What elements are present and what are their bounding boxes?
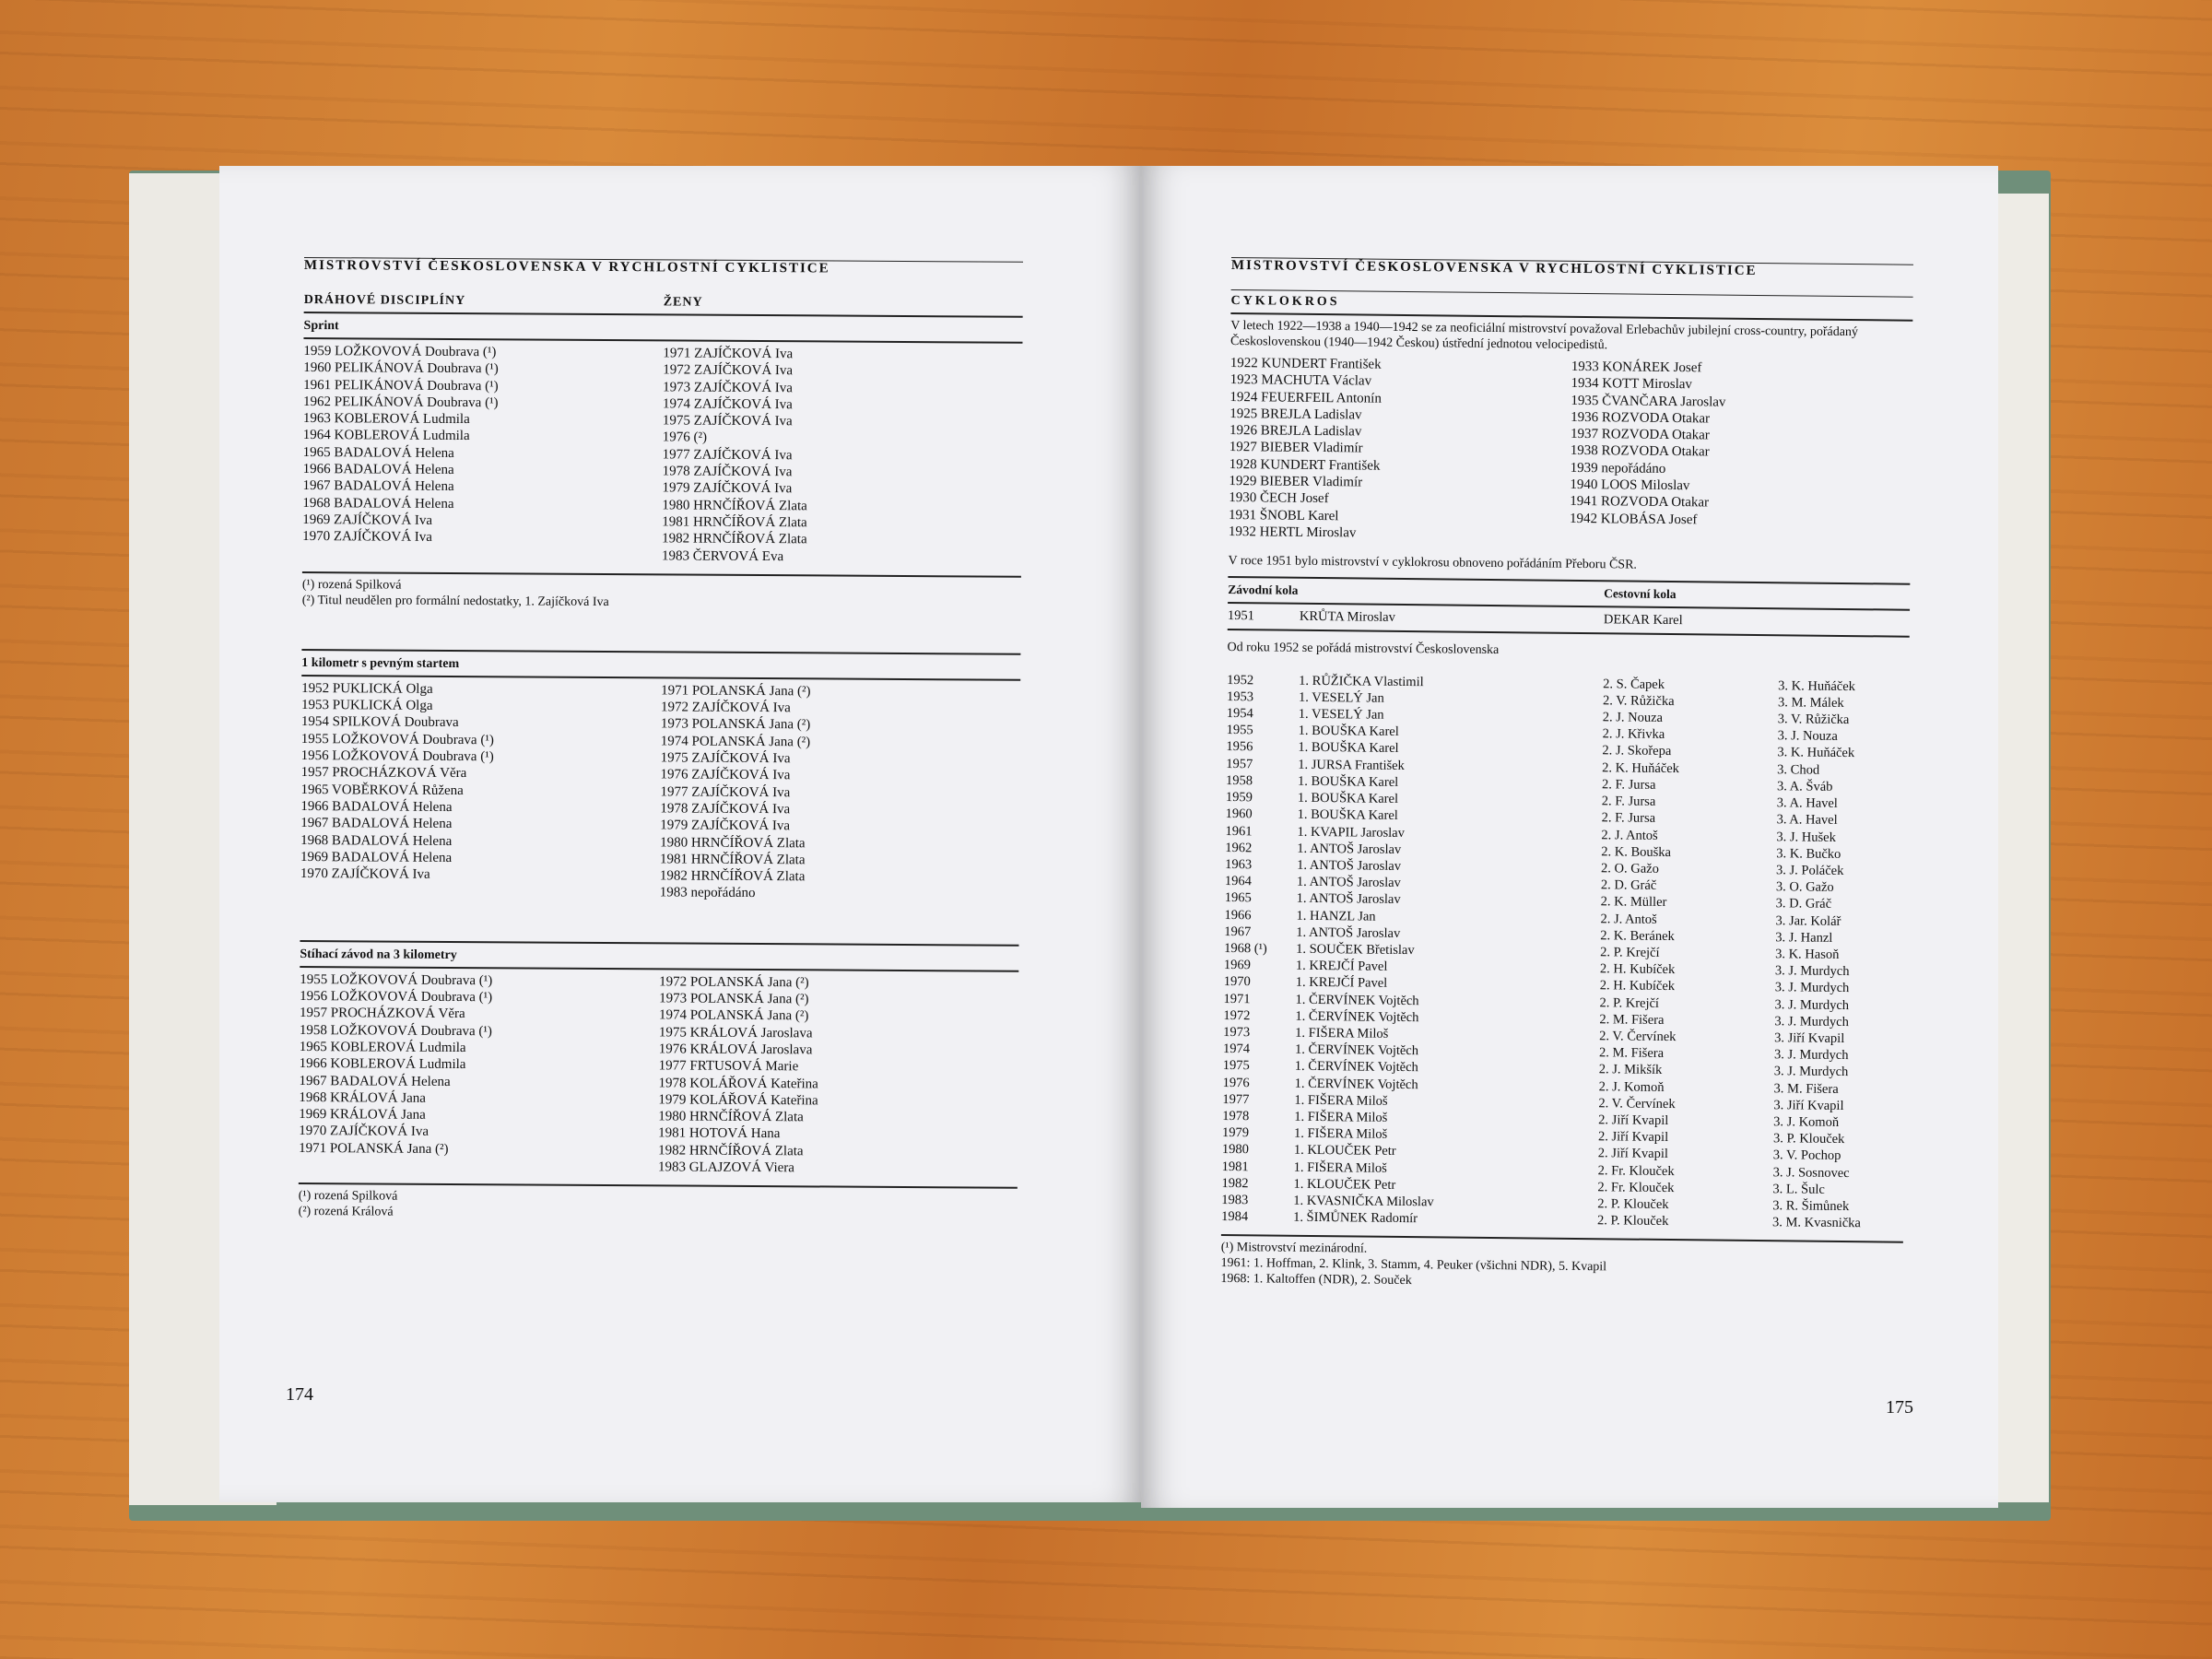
result-row: 1975 ZAJÍČKOVÁ Iva: [662, 413, 793, 429]
third-place: 3. J. Murdych: [1773, 1064, 1849, 1080]
year: 1967: [1224, 924, 1252, 939]
year: 1961: [1225, 823, 1253, 839]
year: 1962: [1225, 840, 1253, 855]
second-place: 2. K. Bouška: [1601, 843, 1672, 860]
third-place: 3. Chod: [1777, 761, 1820, 778]
first-place: 1. FIŠERA Miloš: [1293, 1125, 1388, 1142]
third-place: 3. J. Murdych: [1774, 996, 1850, 1013]
first-place: 1. ANTOŠ Jaroslav: [1296, 891, 1401, 908]
rule: [304, 312, 1023, 318]
result-row: 1924 FEUERFEIL Antonín: [1230, 389, 1382, 406]
year: 1981: [1221, 1159, 1249, 1174]
third-place: 3. J. Poláček: [1775, 863, 1844, 878]
first-place: 1. ČERVÍNEK Vojtěch: [1294, 1076, 1418, 1092]
year: 1957: [1226, 756, 1253, 771]
page-header: MISTROVSTVÍ ČESKOSLOVENSKA V RYCHLOSTNÍ CYKLISTICE: [303, 258, 830, 276]
year: 1965: [1224, 890, 1252, 906]
result-row: 1977 ZAJÍČKOVÁ Iva: [662, 447, 793, 464]
result-row: 1953 PUKLICKÁ Olga: [300, 698, 433, 714]
result-row: 1966 BADALOVÁ Helena: [302, 462, 454, 478]
first-place: 1. KVASNIČKA Miloslav: [1293, 1193, 1434, 1210]
result-row: 1971 ZAJÍČKOVÁ Iva: [663, 346, 794, 362]
second-place: 2. K. Müller: [1600, 894, 1667, 911]
third-place: 3. V. Pochop: [1772, 1147, 1841, 1164]
second-place: 2. P. Krejčí: [1599, 994, 1660, 1011]
first-place: 1. KREJČÍ Pavel: [1295, 958, 1388, 974]
result-row: 1925 BREJLA Ladislav: [1230, 406, 1362, 423]
year: 1958: [1225, 772, 1253, 789]
third-place: 3. J. Hanzl: [1775, 929, 1833, 946]
result-row: 1974 POLANSKÁ Jana (²): [660, 734, 811, 750]
result-row: 1975 KRÁLOVÁ Jaroslava: [658, 1024, 813, 1041]
result-row: 1973 POLANSKÁ Jana (²): [659, 991, 809, 1007]
result-row: 1923 MACHUTA Václav: [1230, 372, 1372, 389]
first-place: 1. KLOUČEK Petr: [1293, 1176, 1396, 1193]
year: 1973: [1223, 1024, 1251, 1041]
second-place: 2. P. Klouček: [1597, 1196, 1669, 1212]
third-place: 3. K. Huňáček: [1778, 677, 1856, 694]
result-row: 1938 ROZVODA Otakar: [1570, 443, 1710, 460]
year: 1968 (¹): [1224, 940, 1267, 957]
result-row: 1971 POLANSKÁ Jana (²): [299, 1140, 449, 1157]
result-row: 1983 GLAJZOVÁ Viera: [657, 1159, 794, 1176]
third-place: 3. J. Murdych: [1774, 1013, 1850, 1030]
year: 1971: [1223, 991, 1251, 1006]
result-row: 1974 POLANSKÁ Jana (²): [658, 1007, 809, 1024]
race-winner: KRŮTA Miroslav: [1299, 609, 1395, 626]
result-row: 1978 KOLÁŘOVÁ Kateřina: [658, 1075, 818, 1091]
result-row: 1967 BADALOVÁ Helena: [300, 816, 453, 832]
result-row: 1972 POLANSKÁ Jana (²): [659, 974, 809, 991]
result-row: 1936 ROZVODA Otakar: [1571, 409, 1711, 427]
sprint-notes: [302, 577, 1021, 613]
footnote: 1968: 1. Kaltoffen (NDR), 2. Souček: [1220, 1272, 1412, 1288]
first-place: 1. HANZL Jan: [1296, 908, 1376, 924]
th-race: Závodní kola: [1228, 582, 1299, 598]
second-place: 2. V. Červínek: [1598, 1095, 1676, 1112]
third-place: 3. R. Šimůnek: [1772, 1198, 1850, 1215]
year: 1952: [1227, 672, 1254, 688]
km-title: 1 kilometr s pevným startem: [301, 655, 460, 671]
third-place: 3. V. Růžička: [1777, 712, 1850, 728]
result-row: 1932 HERTL Miroslav: [1228, 524, 1357, 541]
footnote: 1961: 1. Hoffman, 2. Klink, 3. Stamm, 4. Peuker (všichni NDR), 5. Kvapil: [1220, 1256, 1607, 1275]
third-place: 3. K. Huňáček: [1777, 745, 1855, 761]
result-row: 1935 ČVANČARA Jaroslav: [1571, 393, 1726, 410]
year: 1970: [1223, 974, 1251, 990]
result-row: 1967 BADALOVÁ Helena: [302, 478, 454, 495]
result-row: 1973 POLANSKÁ Jana (²): [660, 716, 811, 733]
second-place: 2. J. Nouza: [1602, 710, 1664, 726]
first-place: 1. ANTOŠ Jaroslav: [1296, 874, 1401, 891]
second-place: 2. P. Klouček: [1597, 1213, 1669, 1230]
result-row: 1970 ZAJÍČKOVÁ Iva: [302, 529, 433, 546]
result-row: 1958 LOŽKOVOVÁ Doubrava (¹): [299, 1022, 492, 1039]
result-row: 1982 HRNČÍŘOVÁ Zlata: [658, 1143, 804, 1159]
result-row: 1969 ZAJÍČKOVÁ Iva: [302, 512, 433, 528]
result-row: 1967 BADALOVÁ Helena: [299, 1073, 451, 1089]
year: 1956: [1226, 739, 1253, 755]
third-place: 3. A. Šváb: [1776, 779, 1833, 794]
touring-winner: DEKAR Karel: [1603, 612, 1683, 629]
second-place: 2. J. Mikšík: [1598, 1062, 1663, 1078]
second-place: 2. M. Fišera: [1598, 1045, 1665, 1062]
second-place: 2. Jiří Kvapil: [1597, 1129, 1669, 1146]
second-place: 2. K. Huňáček: [1602, 759, 1680, 776]
result-row: 1957 PROCHÁZKOVÁ Věra: [300, 765, 467, 782]
year: 1969: [1223, 958, 1252, 973]
result-row: 1927 BIEBER Vladimír: [1229, 440, 1363, 456]
km-results: [300, 680, 1020, 904]
second-place: 2. D. Gráč: [1600, 877, 1657, 893]
second-place: 2. J. Antoš: [1601, 827, 1658, 843]
third-place: 3. M. Fišera: [1773, 1080, 1839, 1097]
result-row: 1964 KOBLEROVÁ Ludmila: [302, 428, 470, 444]
result-row: 1973 ZAJÍČKOVÁ Iva: [663, 379, 794, 395]
rule: [301, 649, 1020, 655]
first-place: 1. KLOUČEK Petr: [1293, 1143, 1396, 1159]
first-place: 1. BOUŠKA Karel: [1298, 724, 1399, 740]
first-place: 1. ČERVÍNEK Vojtěch: [1295, 992, 1419, 1008]
first-place: 1. ŠIMŮNEK Radomír: [1293, 1209, 1418, 1227]
second-place: 2. Fr. Klouček: [1597, 1179, 1675, 1195]
result-row: 1971 POLANSKÁ Jana (²): [661, 683, 811, 700]
km-col-1: [300, 680, 661, 901]
table-header: [1228, 582, 1910, 606]
first-place: 1. VESELÝ Jan: [1298, 706, 1384, 723]
left-page: [219, 166, 1141, 1502]
section-title: CYKLOKROS: [1230, 293, 1340, 310]
result-row: 1980 HRNČÍŘOVÁ Zlata: [662, 498, 807, 514]
result-row: 1928 KUNDERT František: [1229, 456, 1381, 474]
second-place: 2. J. Skořepa: [1602, 743, 1672, 759]
pursuit-title: Stíhací závod na 3 kilometry: [300, 947, 457, 962]
right-page: [1141, 166, 1998, 1508]
result-row: 1979 KOLÁŘOVÁ Kateřina: [658, 1092, 818, 1109]
sprint-results: [302, 343, 1022, 567]
result-row: 1969 KRÁLOVÁ Jana: [299, 1107, 426, 1123]
year: 1982: [1221, 1175, 1249, 1192]
result-row: 1978 ZAJÍČKOVÁ Iva: [662, 464, 793, 480]
third-place: 3. A. Havel: [1776, 795, 1838, 812]
third-place: 3. K. Hasoň: [1775, 947, 1840, 962]
footnote: (¹) Mistrovství mezinárodní.: [1220, 1241, 1368, 1256]
result-row: 1966 KOBLEROVÁ Ludmila: [299, 1056, 466, 1073]
early-col-2: [1570, 359, 1912, 547]
result-row: 1930 ČECH Josef: [1229, 490, 1329, 507]
second-place: 2. K. Beránek: [1600, 927, 1675, 944]
result-row: 1965 BADALOVÁ Helena: [302, 444, 454, 461]
year: 1972: [1223, 1007, 1251, 1023]
result-row: 1952 PUKLICKÁ Olga: [301, 680, 433, 697]
third-place: 3. J. Murdych: [1774, 963, 1850, 980]
second-place: 2. H. Kubíček: [1599, 978, 1676, 994]
page-number: 175: [1886, 1397, 1913, 1418]
second-place: 2. M. Fišera: [1599, 1011, 1665, 1028]
year: 1984: [1221, 1209, 1249, 1225]
third-place: 3. Jiří Kvapil: [1774, 1030, 1845, 1046]
first-place: 1. BOUŠKA Karel: [1297, 790, 1399, 807]
rule: [300, 940, 1018, 947]
sprint-col-1: [302, 343, 663, 564]
year: 1959: [1225, 790, 1253, 806]
second-place: 2. F. Jursa: [1601, 777, 1656, 793]
result-row: 1956 LOŽKOVOVÁ Doubrava (¹): [300, 989, 493, 1006]
second-place: 2. J. Komoň: [1598, 1078, 1665, 1095]
year: 1975: [1222, 1058, 1250, 1074]
result-row: 1983 nepořádáno: [659, 885, 756, 901]
result-row: 1933 KONÁREK Josef: [1571, 359, 1702, 376]
section-title: DRÁHOVÉ DISCIPLÍNY: [303, 292, 466, 309]
result-row: 1969 BADALOVÁ Helena: [300, 849, 453, 865]
third-place: 3. J. Hušek: [1776, 829, 1836, 845]
third-place: 3. J. Murdych: [1774, 980, 1850, 996]
result-row: 1981 HRNČÍŘOVÁ Zlata: [659, 852, 806, 868]
row-1951: [1228, 607, 1910, 631]
pursuit-col-2: [658, 973, 1018, 1178]
year: 1964: [1224, 874, 1253, 889]
year: 1974: [1222, 1041, 1251, 1057]
result-row: 1965 KOBLEROVÁ Ludmila: [299, 1039, 466, 1055]
year: 1983: [1221, 1192, 1249, 1208]
footnote: (¹) rozená Spilková: [301, 577, 402, 593]
first-place: 1. ANTOŠ Jaroslav: [1297, 841, 1402, 857]
result-row: 1972 ZAJÍČKOVÁ Iva: [663, 362, 794, 379]
result-row: 1954 SPILKOVÁ Doubrava: [300, 714, 459, 731]
third-place: 3. A. Havel: [1776, 812, 1838, 829]
result-row: 1968 BADALOVÁ Helena: [300, 832, 453, 849]
third-place: 3. L. Šulc: [1772, 1181, 1825, 1197]
year: 1976: [1222, 1075, 1250, 1090]
third-place: 3. O. Gažo: [1775, 879, 1834, 895]
renewed-text: V roce 1951 bylo mistrovství v cyklokrosu obnoveno pořádáním Přeboru ČSR.: [1228, 554, 1638, 572]
year: 1978: [1222, 1108, 1250, 1124]
result-row: 1974 ZAJÍČKOVÁ Iva: [662, 396, 793, 413]
year: 1954: [1226, 706, 1253, 722]
section-heading-row: [304, 293, 1023, 312]
first-place: 1. KREJČÍ Pavel: [1295, 975, 1388, 992]
result-row: 1983 ČERVOVÁ Eva: [661, 547, 784, 564]
third-place: 3. Jiří Kvapil: [1773, 1097, 1844, 1113]
result-row: 1922 KUNDERT František: [1230, 355, 1382, 372]
result-row: 1981 HRNČÍŘOVÁ Zlata: [662, 514, 807, 531]
sprint-col-2: [662, 345, 1022, 566]
result-row: 1940 LOOS Miloslav: [1570, 477, 1690, 494]
footnote: (¹) rozená Spilková: [298, 1189, 398, 1204]
result-row: 1929 BIEBER Vladimír: [1229, 474, 1363, 490]
result-row: 1965 VOBĚRKOVÁ Růžena: [300, 782, 464, 798]
third-place: 3. J. Murdych: [1773, 1047, 1849, 1064]
second-place: 2. Jiří Kvapil: [1597, 1146, 1669, 1162]
result-row: 1976 ZAJÍČKOVÁ Iva: [660, 767, 791, 783]
results-notes: [1220, 1240, 1902, 1294]
result-row: 1955 LOŽKOVOVÁ Doubrava (¹): [300, 971, 493, 988]
result-row: 1972 ZAJÍČKOVÁ Iva: [660, 700, 791, 716]
intro-text: V letech 1922—1938 a 1940—1942 se za neoficiální mistrovství považoval Erlebachův jubilejní cross-country, pořádaný Československou (1940—1942 Českou) ústřední jednotou velocipedistů.: [1230, 318, 1859, 353]
first-place: 1. JURSA František: [1298, 757, 1405, 773]
third-place: 3. K. Bučko: [1776, 845, 1841, 862]
result-row: 1970 ZAJÍČKOVÁ Iva: [299, 1124, 429, 1140]
result-row: 1980 HRNČÍŘOVÁ Zlata: [658, 1109, 804, 1125]
first-place: 1. ANTOŠ Jaroslav: [1297, 857, 1402, 874]
result-row: 1961 PELIKÁNOVÁ Doubrava (¹): [303, 377, 499, 394]
third-place: 3. J. Nouza: [1777, 728, 1838, 745]
result-row: 1963 KOBLEROVÁ Ludmila: [302, 411, 470, 428]
since-1952-text: Od roku 1952 se pořádá mistrovství Československa: [1227, 640, 1500, 657]
section-women-title: ŽENY: [663, 295, 703, 310]
result-row: 1937 ROZVODA Otakar: [1570, 427, 1710, 443]
second-place: 2. H. Kubíček: [1599, 961, 1676, 978]
result-row: 1982 HRNČÍŘOVÁ Zlata: [662, 531, 807, 547]
first-place: 1. BOUŠKA Karel: [1298, 740, 1399, 757]
year: 1951: [1227, 608, 1255, 624]
result-row: 1956 LOŽKOVOVÁ Doubrava (¹): [300, 748, 494, 765]
result-row: 1962 PELIKÁNOVÁ Doubrava (¹): [302, 394, 499, 411]
early-col-1: [1229, 355, 1571, 544]
first-place: 1. BOUŠKA Karel: [1297, 807, 1398, 824]
second-place: 2. V. Červínek: [1599, 1029, 1677, 1045]
second-place: 2. Jiří Kvapil: [1598, 1112, 1669, 1128]
year: 1955: [1226, 723, 1253, 738]
result-row: 1968 BADALOVÁ Helena: [302, 495, 454, 512]
third-place: 3. Jar. Kolář: [1775, 912, 1841, 929]
result-row: 1979 ZAJÍČKOVÁ Iva: [660, 818, 791, 834]
first-place: 1. FIŠERA Miloš: [1294, 1109, 1388, 1125]
footnote: (²) Titul neudělen pro formální nedostatky, 1. Zajíčková Iva: [301, 593, 609, 609]
pursuit-col-1: [299, 971, 659, 1176]
first-place: 1. VESELÝ Jan: [1298, 689, 1384, 706]
year: 1977: [1222, 1091, 1250, 1108]
first-place: 1. ČERVÍNEK Vojtěch: [1294, 1059, 1418, 1076]
first-place: 1. ČERVÍNEK Vojtěch: [1295, 1008, 1419, 1025]
year: 1979: [1221, 1125, 1250, 1141]
second-place: 2. P. Krejčí: [1600, 945, 1660, 960]
km-col-2: [660, 682, 1020, 903]
year: 1953: [1226, 688, 1254, 705]
result-row: 1942 KLOBÁSA Josef: [1569, 511, 1698, 527]
third-place: 3. J. Sosnovec: [1772, 1164, 1850, 1181]
first-place: 1. FIŠERA Miloš: [1293, 1159, 1387, 1176]
first-place: 1. FIŠERA Miloš: [1295, 1025, 1389, 1041]
pursuit-results: [299, 971, 1018, 1178]
pursuit-notes: [299, 1188, 1018, 1224]
second-place: 2. J. Křivka: [1602, 726, 1665, 743]
result-row: 1981 HOTOVÁ Hana: [658, 1125, 781, 1142]
year: 1980: [1221, 1142, 1249, 1158]
year: 1960: [1225, 806, 1253, 822]
result-row: 1968 KRÁLOVÁ Jana: [299, 1089, 426, 1106]
third-place: 3. M. Kvasnička: [1771, 1215, 1861, 1231]
second-place: 2. Fr. Klouček: [1597, 1162, 1675, 1179]
first-place: 1. SOUČEK Břetislav: [1296, 941, 1415, 959]
first-place: 1. ANTOŠ Jaroslav: [1296, 924, 1401, 941]
first-place: 1. FIŠERA Miloš: [1294, 1092, 1388, 1109]
result-row: 1960 PELIKÁNOVÁ Doubrava (¹): [303, 360, 499, 377]
second-place: 2. O. Gažo: [1601, 861, 1659, 877]
sprint-title: Sprint: [303, 318, 339, 334]
result-row: 1939 nepořádáno: [1570, 460, 1666, 477]
result-row: 1979 ZAJÍČKOVÁ Iva: [662, 480, 793, 497]
result-row: 1941 ROZVODA Otakar: [1570, 494, 1710, 511]
result-row: 1926 BREJLA Ladislav: [1229, 423, 1362, 440]
year: 1963: [1225, 856, 1253, 873]
result-row: 1957 PROCHÁZKOVÁ Věra: [299, 1006, 465, 1022]
second-place: 2. F. Jursa: [1601, 794, 1656, 809]
th-touring: Cestovní kola: [1604, 586, 1677, 602]
early-results: [1229, 355, 1912, 547]
results-table: [1221, 672, 1909, 1232]
result-row: 1931 ŠNOBL Karel: [1228, 507, 1339, 524]
result-row: 1970 ZAJÍČKOVÁ Iva: [300, 866, 430, 882]
third-place: 3. D. Gráč: [1775, 896, 1832, 912]
result-row: 1959 LOŽKOVOVÁ Doubrava (¹): [303, 343, 497, 360]
third-place: 3. M. Málek: [1777, 695, 1844, 711]
result-row: 1977 FRTUSOVÁ Marie: [658, 1058, 799, 1075]
result-row: 1934 KOTT Miroslav: [1571, 376, 1693, 393]
first-place: 1. BOUŠKA Karel: [1297, 773, 1399, 790]
footnote: (²) rozená Králová: [298, 1205, 394, 1219]
second-place: 2. J. Antoš: [1600, 911, 1657, 927]
result-row: 1982 HRNČÍŘOVÁ Zlata: [659, 868, 806, 885]
year: 1966: [1224, 907, 1252, 923]
result-row: 1978 ZAJÍČKOVÁ Iva: [660, 801, 791, 818]
page-header: MISTROVSTVÍ ČESKOSLOVENSKA V RYCHLOSTNÍ CYKLISTICE: [1230, 258, 1758, 278]
result-row: 1976 (²): [662, 429, 708, 446]
first-place: 1. RŮŽIČKA Vlastimil: [1299, 673, 1424, 689]
first-place: 1. ČERVÍNEK Vojtěch: [1294, 1041, 1419, 1059]
second-place: 2. F. Jursa: [1601, 810, 1656, 827]
page-number: 174: [286, 1384, 313, 1405]
third-place: 3. J. Komoň: [1773, 1114, 1840, 1130]
result-row: 1966 BADALOVÁ Helena: [300, 798, 453, 815]
result-row: 1977 ZAJÍČKOVÁ Iva: [660, 784, 791, 800]
result-row: 1955 LOŽKOVOVÁ Doubrava (¹): [300, 731, 494, 748]
first-place: 1. KVAPIL Jaroslav: [1297, 824, 1405, 841]
result-row: 1975 ZAJÍČKOVÁ Iva: [660, 750, 791, 767]
second-place: 2. V. Růžička: [1602, 693, 1675, 709]
third-place: 3. P. Klouček: [1772, 1131, 1845, 1147]
result-row: 1980 HRNČÍŘOVÁ Zlata: [660, 834, 806, 851]
result-row: 1976 KRÁLOVÁ Jaroslava: [658, 1041, 813, 1058]
second-place: 2. S. Čapek: [1603, 676, 1665, 692]
